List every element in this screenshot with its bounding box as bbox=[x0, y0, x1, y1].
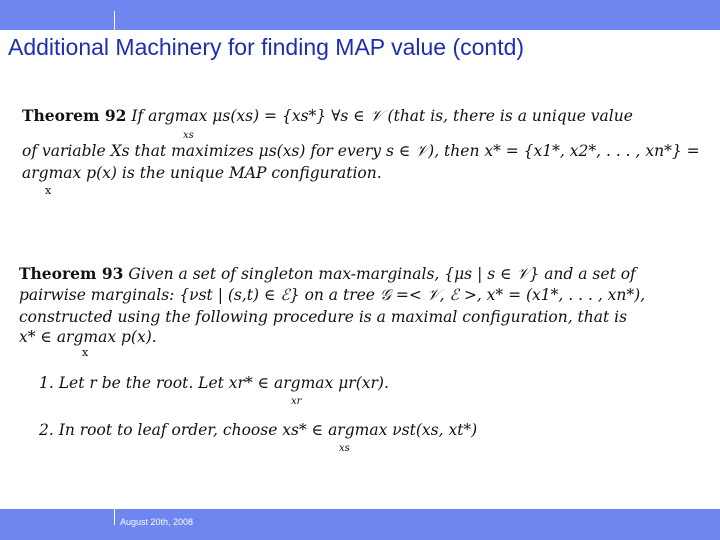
footer-date: August 20th, 2008 bbox=[120, 517, 194, 527]
theorem-93-label: Theorem 93 bbox=[19, 264, 124, 283]
theorem-93-argmax-sub: x bbox=[82, 346, 89, 359]
theorem-92-text-1: If argmax μs(xs) = {xs*} ∀s ∈ 𝒱 (that is, there is a unique value bbox=[131, 107, 633, 125]
theorem-92-label: Theorem 92 bbox=[22, 106, 127, 125]
theorem-93-line-2: pairwise marginals: {νst | (s,t) ∈ ℰ} on a tree 𝒢 =< 𝒱, ℰ >, x* = (x1*, . . . , xn*), bbox=[19, 286, 646, 304]
theorem-93-line-3: constructed using the following procedure is a maximal configuration, that is bbox=[19, 308, 628, 326]
step-2-argmax-sub: xs bbox=[339, 443, 350, 454]
theorem-92-block bbox=[22, 106, 702, 206]
step-1-argmax-sub: xr bbox=[291, 396, 302, 407]
theorem-93-line-4: x* ∈ argmax p(x). bbox=[19, 328, 157, 346]
theorem-93-block bbox=[19, 264, 709, 464]
theorem-92-argmax-sub-2: x bbox=[45, 184, 52, 197]
slide-title: Additional Machinery for finding MAP value (contd) bbox=[8, 34, 525, 60]
theorem-93-text-1: Given a set of singleton max-marginals, {μs | s ∈ 𝒱} and a set of bbox=[128, 265, 636, 283]
step-2-text: In root to leaf order, choose xs* ∈ argmax νst(xs, xt*) bbox=[58, 421, 478, 439]
theorem-92-argmax-sub-1: xs bbox=[183, 130, 194, 141]
procedure-step-2 bbox=[39, 421, 477, 439]
top-divider bbox=[114, 11, 115, 30]
bottom-banner bbox=[0, 509, 720, 540]
procedure-step-1 bbox=[39, 374, 389, 392]
step-1-number: 1. bbox=[39, 374, 54, 392]
theorem-92-line-1 bbox=[22, 106, 633, 126]
theorem-92-line-3: argmax p(x) is the unique MAP configuration. bbox=[22, 164, 382, 182]
top-banner bbox=[0, 0, 720, 30]
theorem-93-line-1 bbox=[19, 264, 636, 284]
step-2-number: 2. bbox=[39, 421, 54, 439]
bottom-divider bbox=[114, 509, 115, 525]
theorem-92-line-2: of variable Xs that maximizes μs(xs) for every s ∈ 𝒱), then x* = {x1*, x2*, . . . , xn*} = bbox=[22, 142, 700, 160]
step-1-text: Let r be the root. Let xr* ∈ argmax μr(xr). bbox=[58, 374, 389, 392]
